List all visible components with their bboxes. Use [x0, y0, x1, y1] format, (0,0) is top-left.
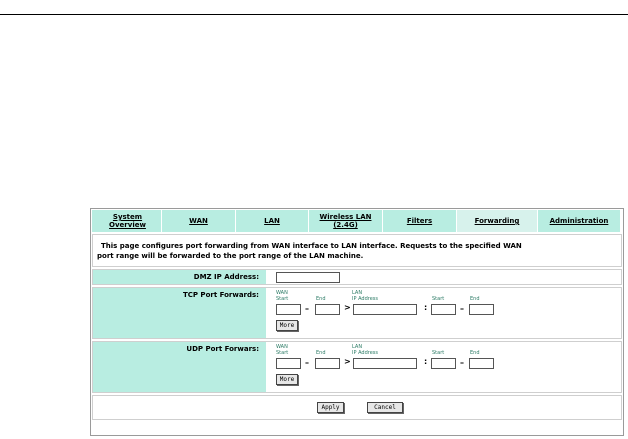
udp-forward-row [92, 341, 622, 393]
dmz-row [92, 269, 622, 285]
tcp-wan-heading: WAN [276, 290, 288, 296]
dmz-ip-input[interactable] [276, 272, 340, 283]
udp-start-heading: Start [276, 350, 289, 356]
nav-bar [91, 209, 623, 233]
udp-lan-start-input[interactable] [431, 358, 456, 369]
range-dash: – [305, 304, 309, 313]
tcp-wan-start-input[interactable] [276, 304, 301, 315]
tcp-lan-heading: LAN [352, 290, 363, 296]
tab-wireless-lan[interactable]: Wireless LAN (2.4G) [309, 210, 382, 232]
tcp-end2-heading: End [470, 296, 480, 302]
description-line-2: port range will be forwarded to the port range of the LAN machine. [97, 252, 364, 260]
range-dash: – [460, 304, 464, 313]
udp-lan-ip-input[interactable] [353, 358, 417, 369]
tcp-more-button[interactable]: More [276, 320, 298, 331]
udp-wan-start-input[interactable] [276, 358, 301, 369]
udp-start2-heading: Start [432, 350, 445, 356]
forward-arrow: > [344, 303, 351, 312]
udp-ip-heading: IP Address [352, 350, 378, 356]
udp-end-heading: End [316, 350, 326, 356]
range-dash: – [305, 358, 309, 367]
tcp-ip-heading: IP Address [352, 296, 378, 302]
port-forwarding-panel [90, 208, 624, 436]
udp-more-button[interactable]: More [276, 374, 298, 385]
top-divider [0, 14, 628, 15]
page-description [92, 234, 622, 267]
action-row [92, 395, 622, 420]
port-colon: : [424, 303, 428, 312]
udp-wan-end-input[interactable] [315, 358, 340, 369]
udp-forward-label: UDP Port Forwars: [93, 342, 266, 392]
range-dash: – [460, 358, 464, 367]
port-colon: : [424, 357, 428, 366]
tcp-forward-label: TCP Port Forwards: [93, 288, 266, 338]
udp-wan-heading: WAN [276, 344, 288, 350]
tab-system-overview[interactable]: System Overview [92, 210, 161, 232]
tab-filters[interactable]: Filters [383, 210, 456, 232]
tcp-start2-heading: Start [432, 296, 445, 302]
tcp-end-heading: End [316, 296, 326, 302]
udp-end2-heading: End [470, 350, 480, 356]
description-line-1: This page configures port forwarding from WAN interface to LAN interface. Requests to the specified WAN [101, 242, 522, 250]
tcp-start-heading: Start [276, 296, 289, 302]
udp-lan-end-input[interactable] [469, 358, 494, 369]
tcp-lan-end-input[interactable] [469, 304, 494, 315]
tab-lan[interactable]: LAN [236, 210, 308, 232]
forward-arrow: > [344, 357, 351, 366]
tcp-forward-row [92, 287, 622, 339]
tab-forwarding[interactable]: Forwarding [457, 210, 537, 232]
tcp-lan-start-input[interactable] [431, 304, 456, 315]
tab-wan[interactable]: WAN [162, 210, 235, 232]
tab-administration[interactable]: Administration [538, 210, 620, 232]
apply-button[interactable]: Apply [317, 402, 344, 413]
tcp-wan-end-input[interactable] [315, 304, 340, 315]
udp-lan-heading: LAN [352, 344, 363, 350]
cancel-button[interactable]: Cancel [367, 402, 403, 413]
dmz-label: DMZ IP Address: [93, 270, 266, 284]
tcp-lan-ip-input[interactable] [353, 304, 417, 315]
